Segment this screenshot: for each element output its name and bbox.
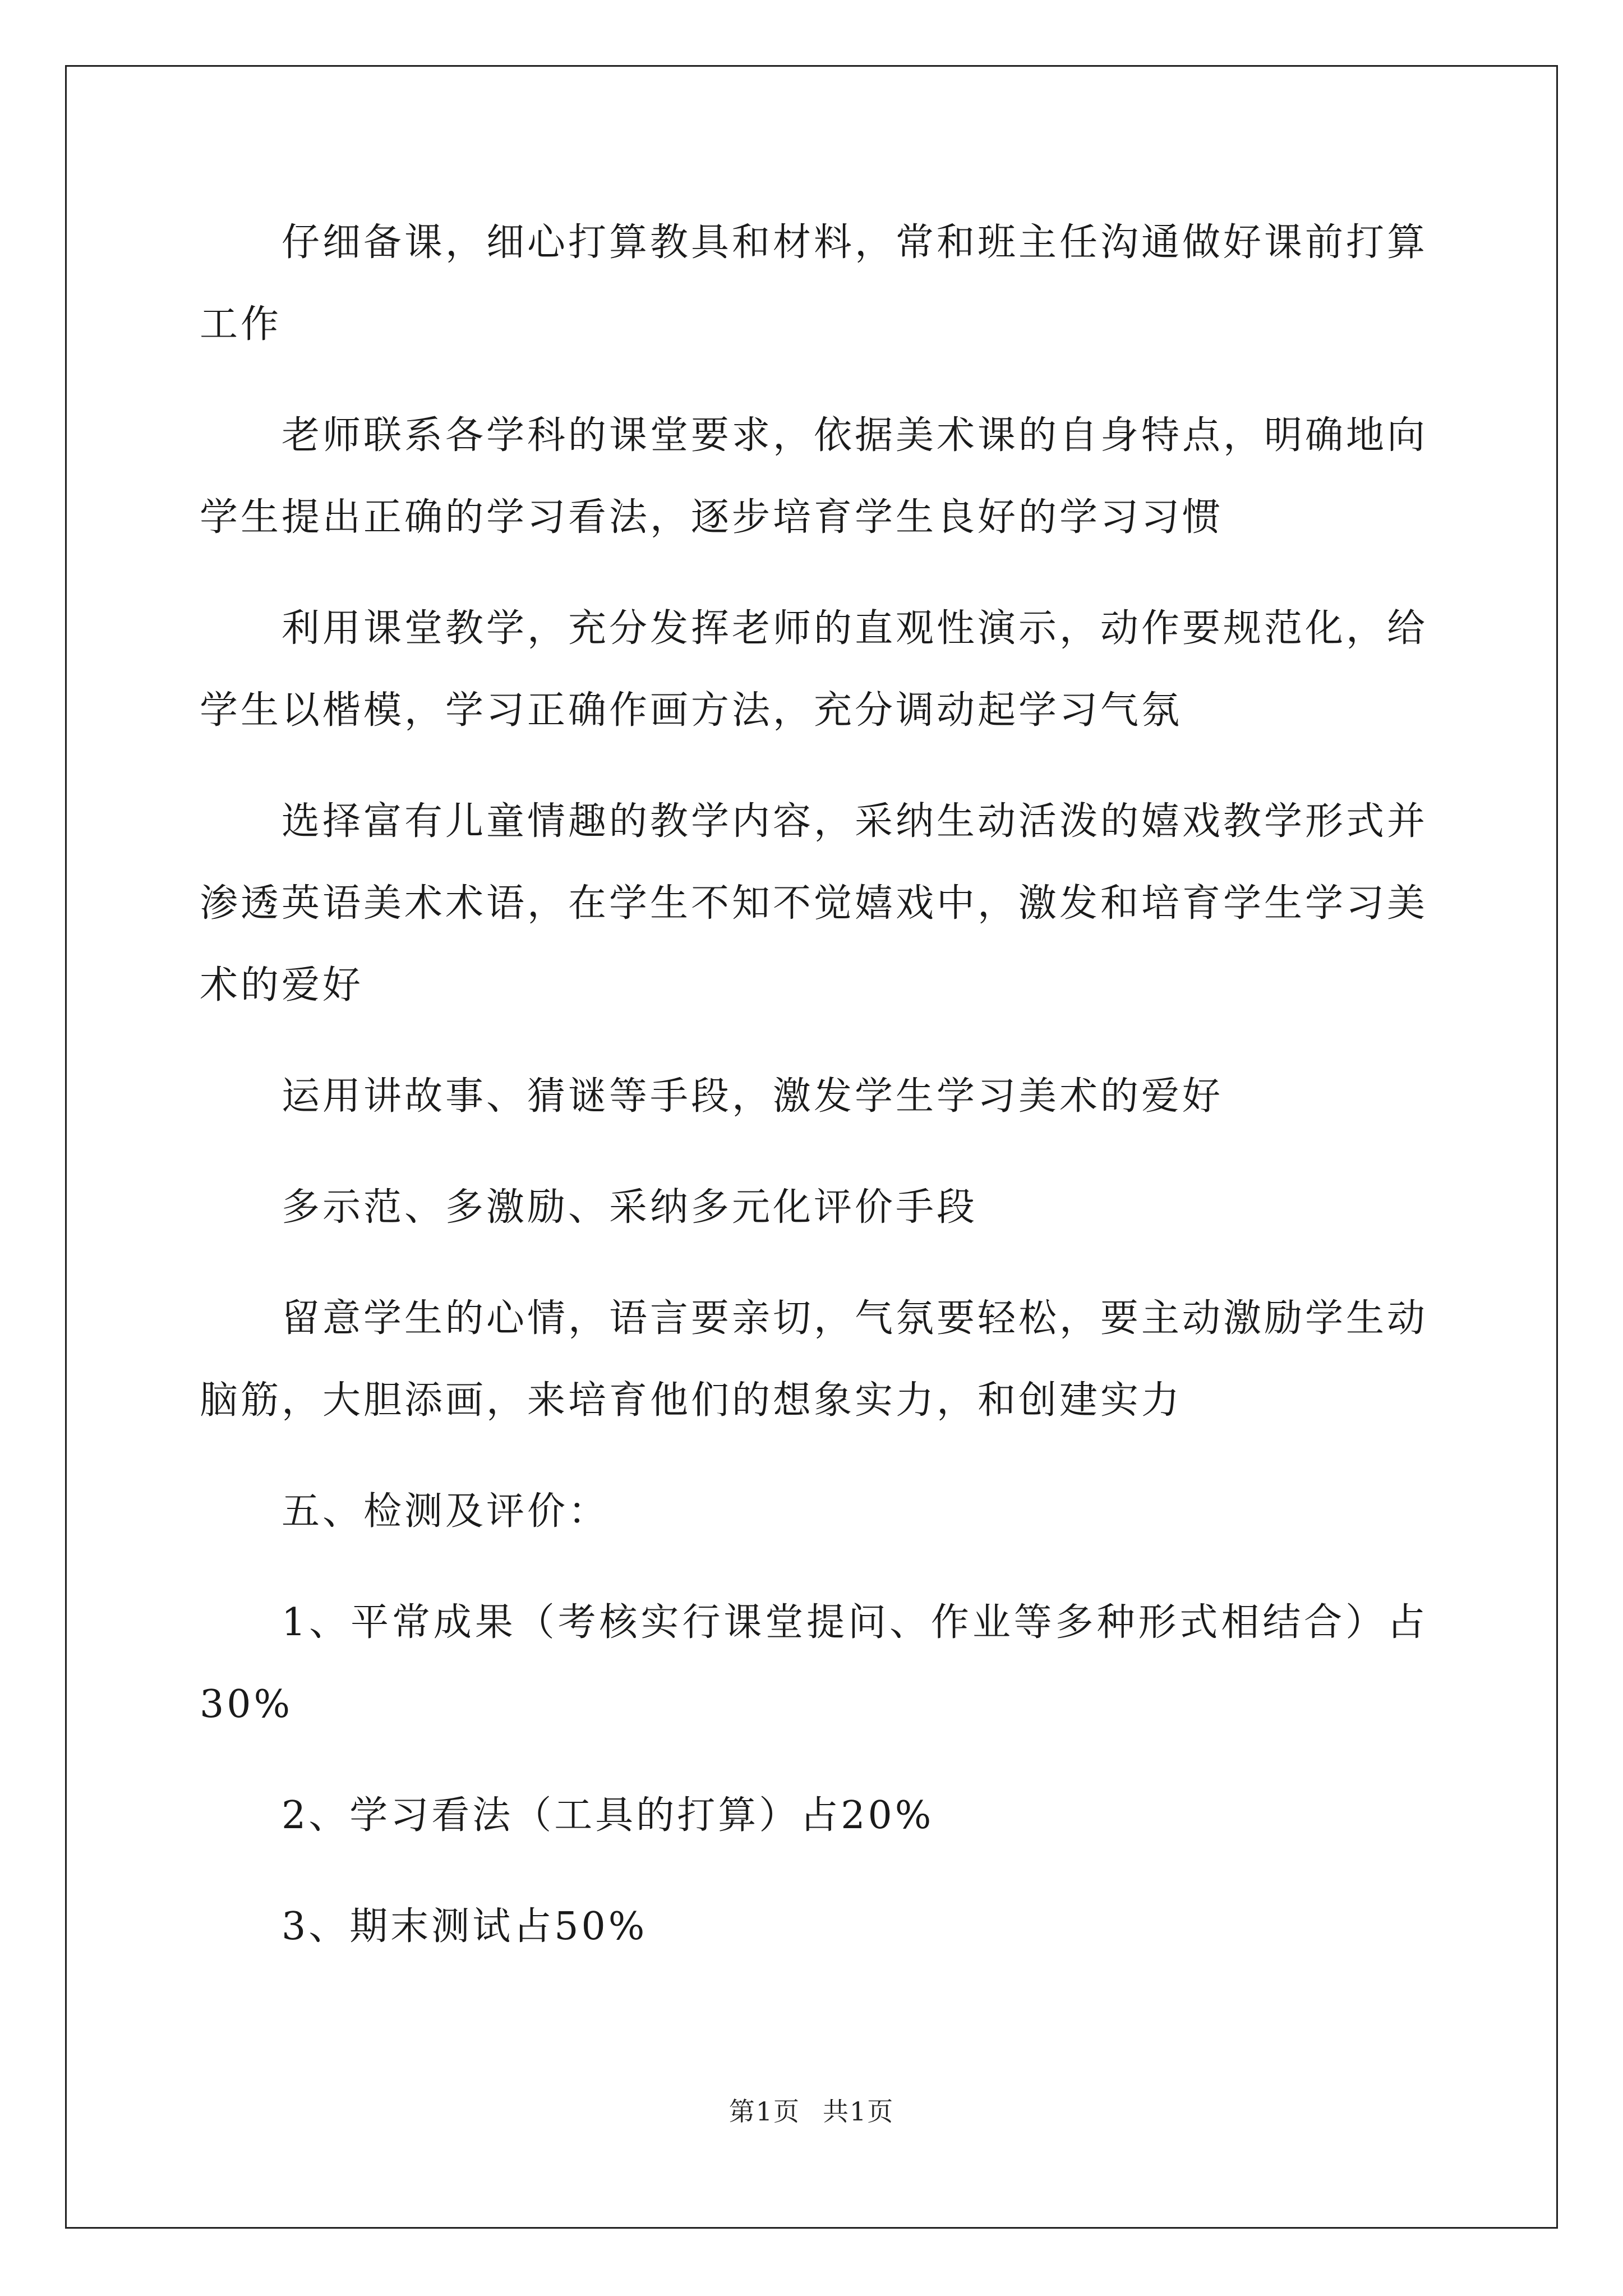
page-total: 共1页 <box>823 2096 895 2127</box>
list-item: 3、期末测试占50% <box>282 1904 648 1949</box>
document-body <box>200 202 1428 1968</box>
paragraph: 运用讲故事、猜谜等手段，激发学生学习美术的爱好 <box>282 1074 1224 1119</box>
page-number: 第1页 <box>728 2096 800 2127</box>
paragraph: 老师联系各学科的课堂要求，依据美术课的自身特点，明确地向学生提出正确的学习看法，逐步培育学生良好的学习习惯 <box>200 413 1428 540</box>
page-footer <box>0 2091 1623 2128</box>
paragraph: 留意学生的心情，语言要亲切，气氛要轻松，要主动激励学生动脑筋，大胆添画，来培育他们的想象实力，和创建实力 <box>200 1296 1428 1423</box>
paragraph: 选择富有儿童情趣的教学内容，采纳生动活泼的嬉戏教学形式并渗透英语美术术语，在学生不知不觉嬉戏中，激发和培育学生学习美术的爱好 <box>200 799 1428 1007</box>
list-item: 2、学习看法（工具的打算）占20% <box>282 1793 934 1838</box>
paragraph: 多示范、多激励、采纳多元化评价手段 <box>282 1185 978 1230</box>
paragraph: 仔细备课，细心打算教具和材料，常和班主任沟通做好课前打算工作 <box>200 220 1428 347</box>
section-heading: 五、检测及评价： <box>282 1489 610 1534</box>
paragraph: 利用课堂教学，充分发挥老师的直观性演示，动作要规范化，给学生以楷模，学习正确作画方法，充分调动起学习气氛 <box>200 606 1428 733</box>
list-item: 1、平常成果（考核实行课堂提问、作业等多种形式相结合）占30% <box>200 1600 1428 1727</box>
